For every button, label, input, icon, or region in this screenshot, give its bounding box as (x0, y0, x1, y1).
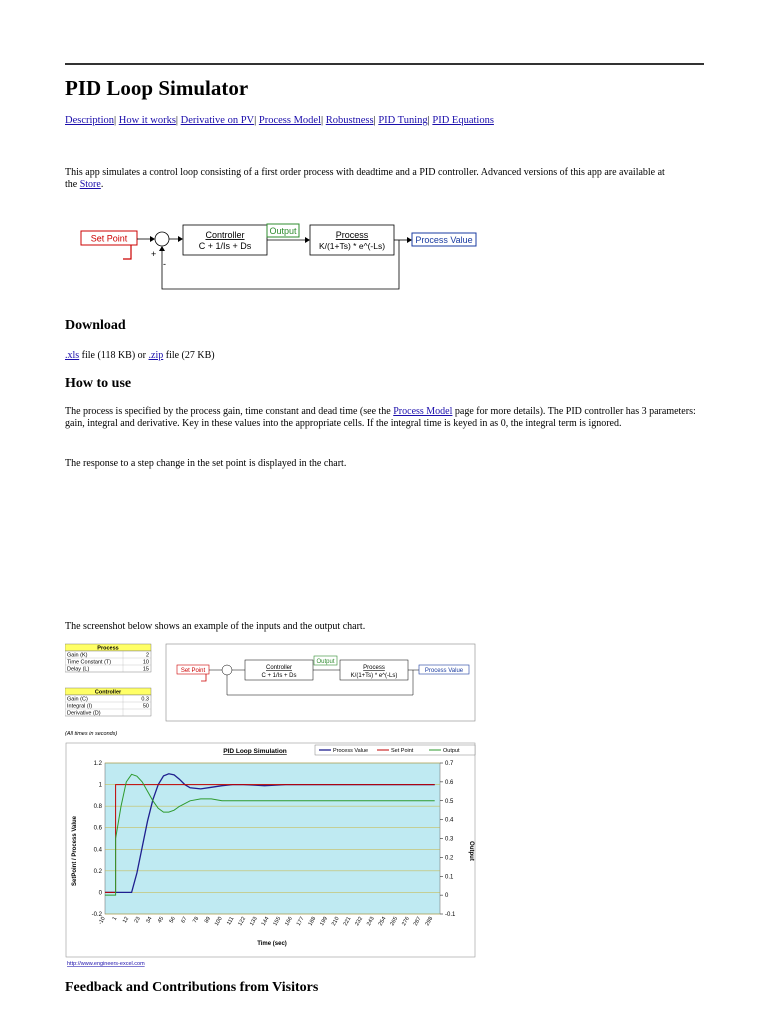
legend-label: Set Point (391, 748, 414, 754)
process-table-header: Process (97, 645, 119, 652)
x-tick-label: 188 (307, 916, 318, 927)
chart-title: PID Loop Simulation (223, 748, 287, 755)
process-title: Process (335, 230, 369, 240)
x-tick-label: 221 (342, 916, 353, 927)
legend-label: Output (443, 748, 460, 754)
x-tick-label: 78 (192, 916, 201, 925)
x-tick-label: 144 (260, 916, 271, 927)
mini-set-point: Set Point (180, 668, 206, 674)
pid-chart (66, 743, 475, 957)
xls-link[interactable]: .xls (65, 350, 80, 361)
x-tick-label: 298 (424, 916, 435, 927)
how-to-use-paragraph: The process is specified by the process gain, time constant and dead time (see the Process Model page for more details). The PID controller has 3 parameters: gain, integral and derivative. Key in these values into the appropriate cells. If the integral time is keyed in as 0, the integral term is ignored. (65, 406, 696, 429)
nav-link-derivative-on-pv[interactable]: Derivative on PV (180, 115, 255, 126)
process-table (65, 644, 151, 673)
x-tick-label: 254 (377, 916, 388, 927)
controller-table (65, 688, 151, 717)
x-tick-label: 34 (145, 916, 154, 925)
mini-controller-eq: C + 1/Is + Ds (261, 673, 297, 679)
y2-tick-label: -0.1 (445, 912, 456, 918)
output-label: Output (269, 226, 297, 236)
times-note: (All times in seconds) (65, 731, 118, 737)
x-axis-label: Time (sec) (257, 941, 287, 947)
process-gain-label: Gain (K) (67, 652, 88, 659)
x-tick-label: 67 (180, 916, 189, 925)
mini-process-title: Process (363, 665, 385, 671)
x-tick-label: 276 (401, 916, 411, 927)
x-tick-label: 89 (203, 916, 213, 925)
time-constant-value[interactable]: 10 (142, 659, 149, 666)
example-screenshot (65, 643, 477, 971)
x-tick-label: 45 (156, 916, 166, 925)
y-tick-label: 0 (98, 890, 102, 897)
controller-equation: C + 1/Is + Ds (198, 241, 252, 251)
y2-tick-label: 0 (445, 893, 449, 900)
nav-link-robustness[interactable]: Robustness (325, 115, 374, 126)
set-point-label: Set Point (90, 233, 128, 244)
how-to-use-heading: How to use (65, 376, 132, 391)
nav-links: Description| How it works| Derivative on PV| Process Model| Robustness| PID Tuning| PID Equations (65, 115, 494, 126)
controller-title: Controller (205, 230, 245, 240)
y2-tick-label: 0.6 (445, 779, 454, 786)
mini-output: Output (316, 659, 335, 665)
mini-process-value: Process Value (424, 668, 464, 674)
y-tick-label: 0.8 (93, 804, 102, 811)
store-link[interactable]: Store (79, 179, 101, 190)
x-tick-label: 155 (272, 916, 283, 927)
y2-tick-label: 0.3 (445, 836, 454, 843)
zip-link[interactable]: .zip (148, 350, 164, 361)
mini-controller-title: Controller (265, 665, 293, 671)
controller-gain-label: Gain (C) (67, 696, 88, 703)
x-tick-label: 111 (226, 916, 236, 927)
process-equation: K/(1+Ts) * e^(-Ls) (318, 241, 386, 251)
x-tick-label: 12 (121, 916, 131, 925)
download-paragraph: .xls file (118 KB) or .zip file (27 KB) (65, 350, 215, 361)
nav-link-pid-equations[interactable]: PID Equations (432, 115, 494, 126)
y2-tick-label: 0.4 (445, 817, 454, 824)
plus-sign: + (151, 249, 157, 259)
response-paragraph: The response to a step change in the set point is displayed in the chart. (65, 458, 347, 469)
nav-link-description[interactable]: Description (65, 115, 114, 126)
x-tick-label: 133 (249, 916, 259, 927)
y-tick-label: 0.4 (93, 847, 102, 854)
nav-link-process-model[interactable]: Process Model (258, 115, 321, 126)
x-tick-label: 265 (389, 916, 400, 927)
process-value-label: Process Value (415, 235, 473, 245)
x-tick-label: 199 (319, 916, 330, 927)
y2-tick-label: 0.5 (445, 798, 454, 805)
legend-label: Process Value (333, 748, 369, 754)
integral-label: Integral (I) (67, 703, 93, 710)
integral-value[interactable]: 50 (142, 703, 149, 710)
process-model-link[interactable]: Process Model (393, 406, 453, 417)
y2-tick-label: 0.7 (445, 761, 454, 767)
x-tick-label: 23 (133, 916, 142, 925)
y2-tick-label: 0.1 (445, 874, 454, 881)
controller-gain-value[interactable]: 0.3 (141, 696, 149, 703)
screenshot-intro-paragraph: The screenshot below shows an example of the inputs and the output chart. (65, 621, 366, 632)
minus-sign: - (163, 259, 166, 269)
download-heading: Download (65, 318, 126, 333)
top-rule (65, 63, 704, 65)
x-tick-label: 122 (237, 916, 248, 927)
controller-table-header: Controller (94, 689, 122, 696)
y2-axis-label: Output (468, 841, 474, 861)
step-symbol (123, 245, 131, 259)
x-tick-label: -10 (97, 916, 107, 926)
x-tick-label: 177 (295, 916, 306, 927)
y-tick-label: 0.6 (93, 825, 102, 832)
x-tick-label: 287 (412, 916, 423, 927)
derivative-label: Derivative (D) (67, 710, 101, 717)
mini-process-eq: K/(1+Ts) * e^(-Ls) (350, 673, 398, 679)
x-tick-label: 100 (213, 916, 224, 927)
nav-link-pid-tuning[interactable]: PID Tuning (378, 115, 428, 126)
intro-paragraph: This app simulates a control loop consisting of a first order process with deadtime and a PID controller. Advanced versions of this app are available at the Store. (65, 167, 665, 190)
time-constant-label: Time Constant (T) (67, 659, 112, 666)
y2-tick-label: 0.2 (445, 855, 454, 862)
x-tick-label: 243 (366, 916, 376, 927)
process-gain-value[interactable]: 2 (145, 652, 149, 659)
summing-junction (155, 232, 169, 246)
x-tick-label: 166 (284, 916, 294, 927)
nav-link-how-it-works[interactable]: How it works (118, 115, 176, 126)
y-tick-label: -0.2 (91, 912, 102, 918)
source-url[interactable]: http://www.engineers-excel.com (67, 961, 145, 967)
chart-legend (315, 745, 475, 755)
delay-label: Delay (L) (67, 666, 90, 673)
page-title: PID Loop Simulator (65, 76, 249, 100)
y-tick-label: 0.2 (93, 868, 102, 875)
feedback-heading: Feedback and Contributions from Visitors (65, 980, 319, 995)
y-tick-label: 1 (98, 782, 102, 789)
x-tick-label: 210 (330, 916, 341, 927)
delay-value[interactable]: 15 (142, 666, 149, 673)
x-tick-label: 232 (354, 916, 365, 927)
x-tick-label: 1 (111, 916, 119, 922)
x-tick-label: 56 (168, 916, 177, 925)
y-tick-label: 1.2 (93, 761, 102, 767)
control-loop-diagram (77, 215, 477, 295)
mini-diagram (166, 644, 475, 721)
y-axis-label: SetPoint / Process Value (72, 815, 78, 887)
